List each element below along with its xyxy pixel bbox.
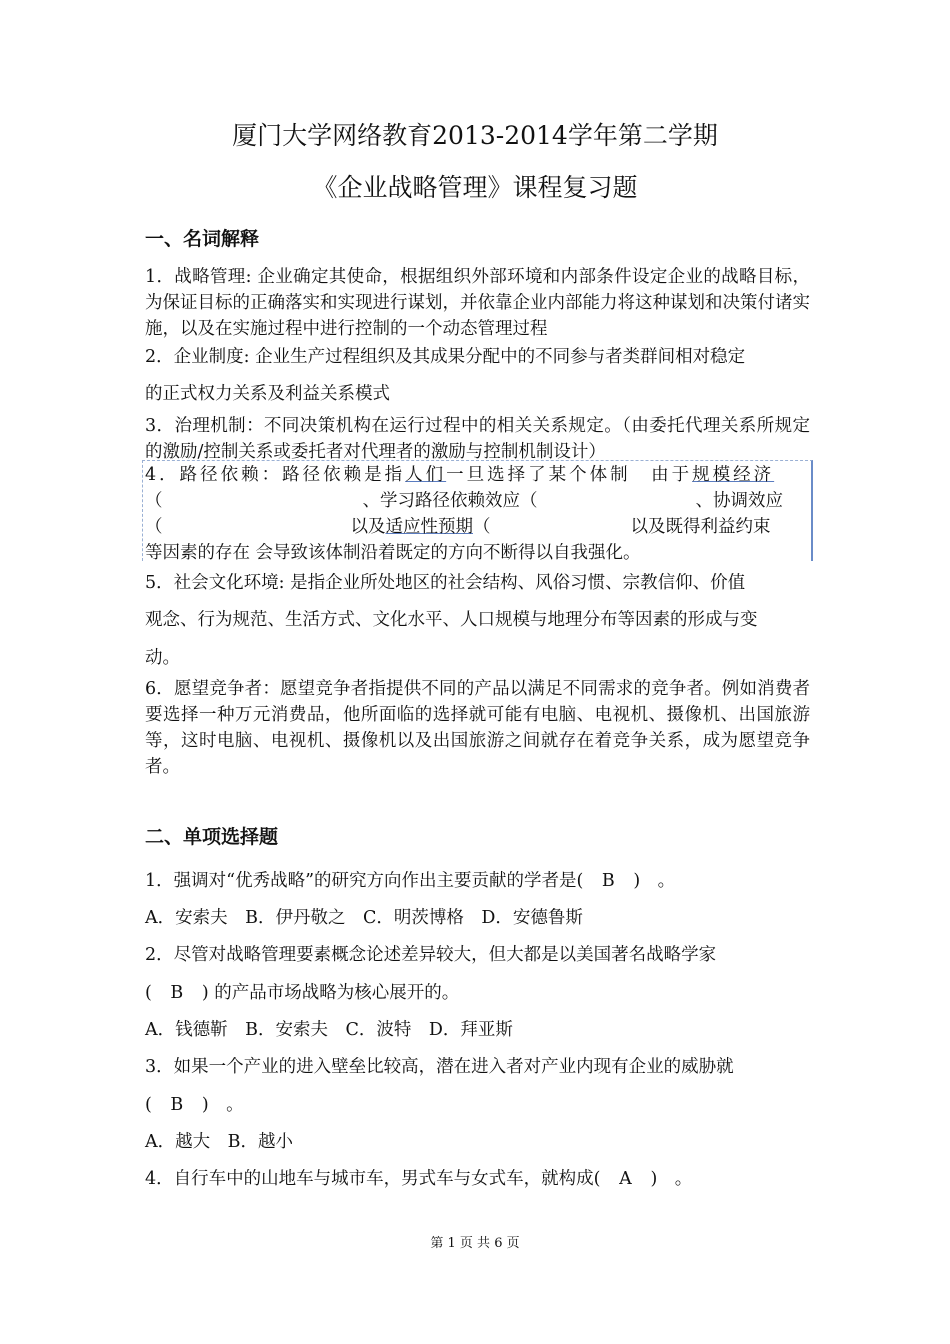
question-1-stem: 1．强调对“优秀战略”的研究方向作出主要贡献的学者是( B ) 。 (145, 868, 810, 894)
definition-item-4-line3: （ 以及适应性预期（ 以及既得利益约束 (145, 517, 771, 537)
question-1-options: A．安索夫 B．伊丹敬之 C．明茨博格 D．安德鲁斯 (145, 908, 583, 928)
document-title: 厦门大学网络教育2013-2014学年第二学期 (232, 121, 718, 150)
definition-item-1: 1．战略管理: 企业确定其使命，根据组织外部环境和内部条件设定企业的战略目标，为保证目标的正确落实和实现进行谋划，并依靠企业内部能力将这种谋划和决策付诸实施，以及在实施过程中进行控制的一个动态管理过程 (145, 267, 810, 339)
question-2-options: A．钱德靳 B．安索夫 C．波特 D．拜亚斯 (145, 1020, 513, 1040)
definition-item-6: 6．愿望竞争者：愿望竞争者指提供不同的产品以满足不同需求的竞争者。例如消费者要选择一种万元消费品，他所面临的选择就可能有电脑、电视机、摄像机、出国旅游等，这时电脑、电视机、摄像机以及出国旅游之间就存在着竞争关系，成为愿望竞争者。 (145, 679, 810, 777)
section-heading-definitions: 一、名词解释 (145, 228, 260, 250)
definition-item-3: 3．治理机制：不同决策机构在运行过程中的相关关系规定。（由委托代理关系所规定的激励/控制关系或委托者对代理者的激励与控制机制设计） (145, 416, 810, 462)
definition-item-2-line1: 2．企业制度: 企业生产过程组织及其成果分配中的不同参与者类群间相对稳定 (145, 347, 746, 367)
question-2-answer: B (170, 983, 184, 1003)
question-2-stem: 2．尽管对战略管理要素概念论述差异较大，但大都是以美国著名战略学家 (145, 945, 717, 965)
section-heading-choices: 二、单项选择题 (145, 826, 279, 848)
definition-item-4-line1: 4．路径依赖：路径依赖是指人们一旦选择了某个体制 由于规模经济 (145, 465, 775, 485)
question-2-stem-cont: ( B ) 的产品市场战略为核心展开的。 (145, 980, 810, 1006)
document-subtitle: 《企业战略管理》课程复习题 (312, 173, 638, 202)
definition-item-4-line2: （ 、学习路径依赖效应（ 、协调效应 (145, 491, 783, 511)
definition-item-5-line3: 动。 (145, 648, 180, 668)
question-3-options: A．越大 B．越小 (145, 1132, 293, 1152)
question-4-stem: 4．自行车中的山地车与城市车，男式车与女式车，就构成( A ) 。 (145, 1166, 810, 1192)
question-4-answer: A (619, 1169, 632, 1189)
question-3-answer: B (170, 1095, 184, 1115)
question-1-answer: B (601, 871, 615, 891)
question-3-stem-cont: ( B ) 。 (145, 1092, 810, 1118)
page-footer: 第 1 页 共 6 页 (430, 1236, 520, 1251)
question-3-stem: 3．如果一个产业的进入壁垒比较高，潜在进入者对产业内现有企业的威胁就 (145, 1057, 734, 1077)
definition-item-2-line2: 的正式权力关系及利益关系模式 (145, 384, 390, 404)
definition-item-5-line1: 5．社会文化环境: 是指企业所处地区的社会结构、风俗习惯、宗教信仰、价值 (145, 573, 746, 593)
definition-item-4-line4: 等因素的存在 会导致该体制沿着既定的方向不断得以自我强化。 (145, 543, 641, 563)
definition-item-5-line2: 观念、行为规范、生活方式、文化水平、人口规模与地理分布等因素的形成与变 (145, 610, 758, 630)
